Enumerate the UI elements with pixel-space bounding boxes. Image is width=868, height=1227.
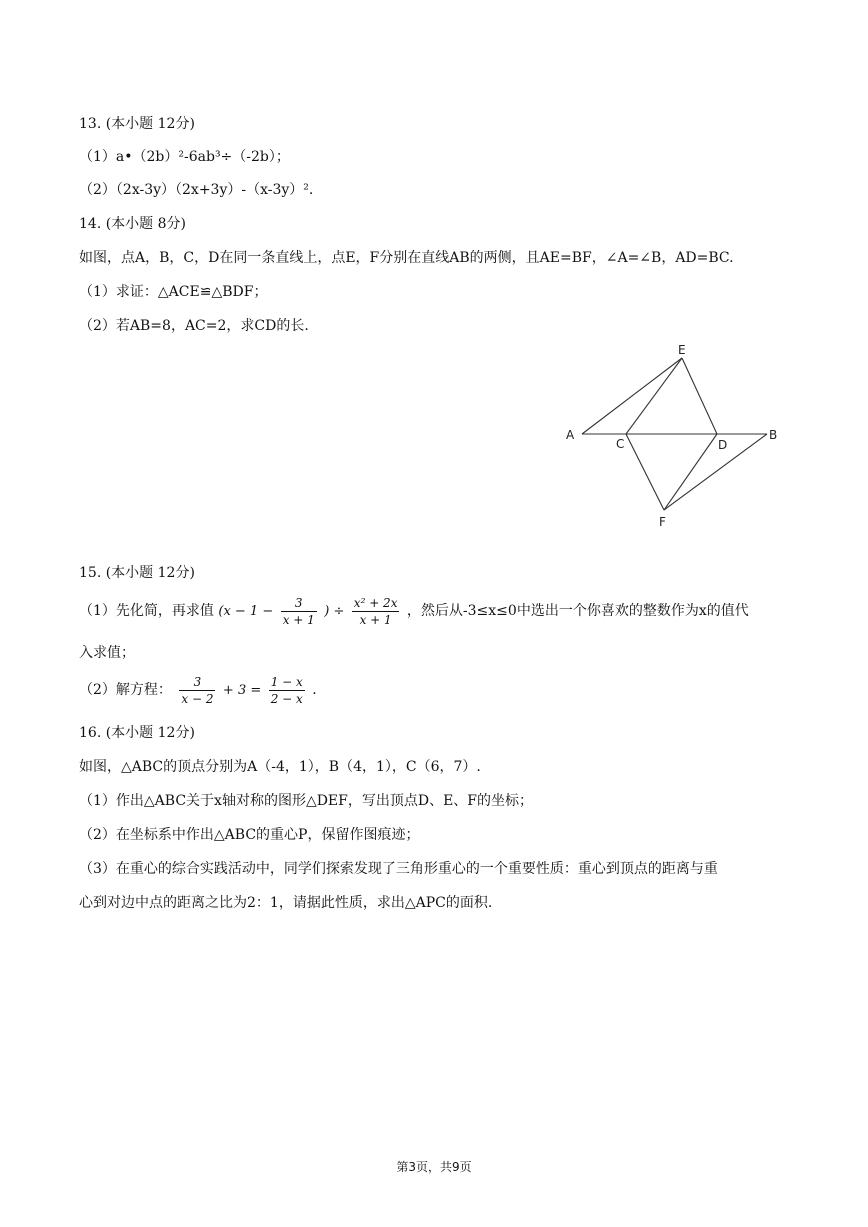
point-label-C: C [616,437,625,451]
q15-expr-close: ) ÷ [324,604,345,619]
q16-part3-line2: 心到对边中点的距离之比为2：1，请据此性质，求出△APC的面积. [79,895,493,911]
point-label-D: D [718,438,728,452]
q15-eq-fraction-2 [269,675,305,706]
q15-expr-open: (x − 1 − [218,604,274,619]
q13-header: 13. (本小题 12分) [79,116,195,132]
q15-eq-fraction-2-denominator: 2 − x [270,691,303,706]
q15-part1-intro: （1）先化简，再求值 [79,603,214,619]
segment-DF [664,434,717,510]
point-label-A: A [566,428,575,442]
q15-eq-fraction-1-numerator: 3 [179,675,215,691]
q14-geometry-figure [560,338,790,533]
q15-eq-fraction-1-denominator: x − 2 [181,691,214,706]
q15-part1-tail: ，然后从-3≤x≤0中选出一个你喜欢的整数作为x的值代 [406,603,749,619]
q15-part1 [79,593,749,630]
point-label-E: E [678,343,686,357]
segment-BF [664,434,767,510]
q15-header: 15. (本小题 12分) [79,565,195,581]
q15-eq-fraction-2-numerator: 1 − x [270,674,303,689]
q15-fraction-1 [281,596,317,627]
q15-part2-intro: （2）解方程： [79,682,172,698]
q16-part3-line1: （3）在重心的综合实践活动中，同学们探索发现了三角形重心的一个重要性质：重心到顶点的距离与重 [79,861,718,877]
q15-eq-middle: + 3 = [222,683,262,698]
point-label-F: F [659,515,666,529]
q15-fraction-1-denominator: x + 1 [282,612,315,627]
q14-header: 14. (本小题 8分) [79,216,186,232]
q15-fraction-2-numerator: x² + 2x [353,595,398,610]
q15-fraction-1-numerator: 3 [281,596,317,612]
q13-part1: （1）a•（2b）²-6ab³÷（-2b）； [79,149,290,165]
q15-fraction-2 [352,596,400,627]
q14-stem: 如图，点A，B，C，D在同一条直线上，点E，F分别在直线AB的两侧，且AE=BF，∠A=∠B，AD=BC. [79,250,734,266]
segment-AE [582,358,682,434]
segment-ED [682,358,717,434]
q16-part2: （2）在坐标系中作出△ABC的重心P，保留作图痕迹； [79,827,420,843]
point-label-B: B [769,428,778,442]
q15-eq-end: . [312,682,317,698]
q15-eq-fraction-1 [179,675,215,706]
q15-part2 [79,672,317,709]
segment-CE [626,358,682,434]
q15-part1-continuation: 入求值； [79,645,135,661]
page-footer: 第3页，共9页 [396,1160,472,1174]
q16-header: 16. (本小题 12分) [79,725,195,741]
q14-part1: （1）求证：△ACE≌△BDF； [79,284,268,300]
segment-CF [626,434,664,510]
q14-part2: （2）若AB=8，AC=2，求CD的长. [79,318,309,334]
q13-part2: （2）（2x-3y）（2x+3y）-（x-3y）². [79,182,314,198]
q16-stem: 如图，△ABC的顶点分别为A（-4，1），B（4，1），C（6，7）. [79,759,481,775]
q16-part1: （1）作出△ABC关于x轴对称的图形△DEF，写出顶点D、E、F的坐标； [79,793,534,809]
q15-fraction-2-denominator: x + 1 [359,612,392,627]
